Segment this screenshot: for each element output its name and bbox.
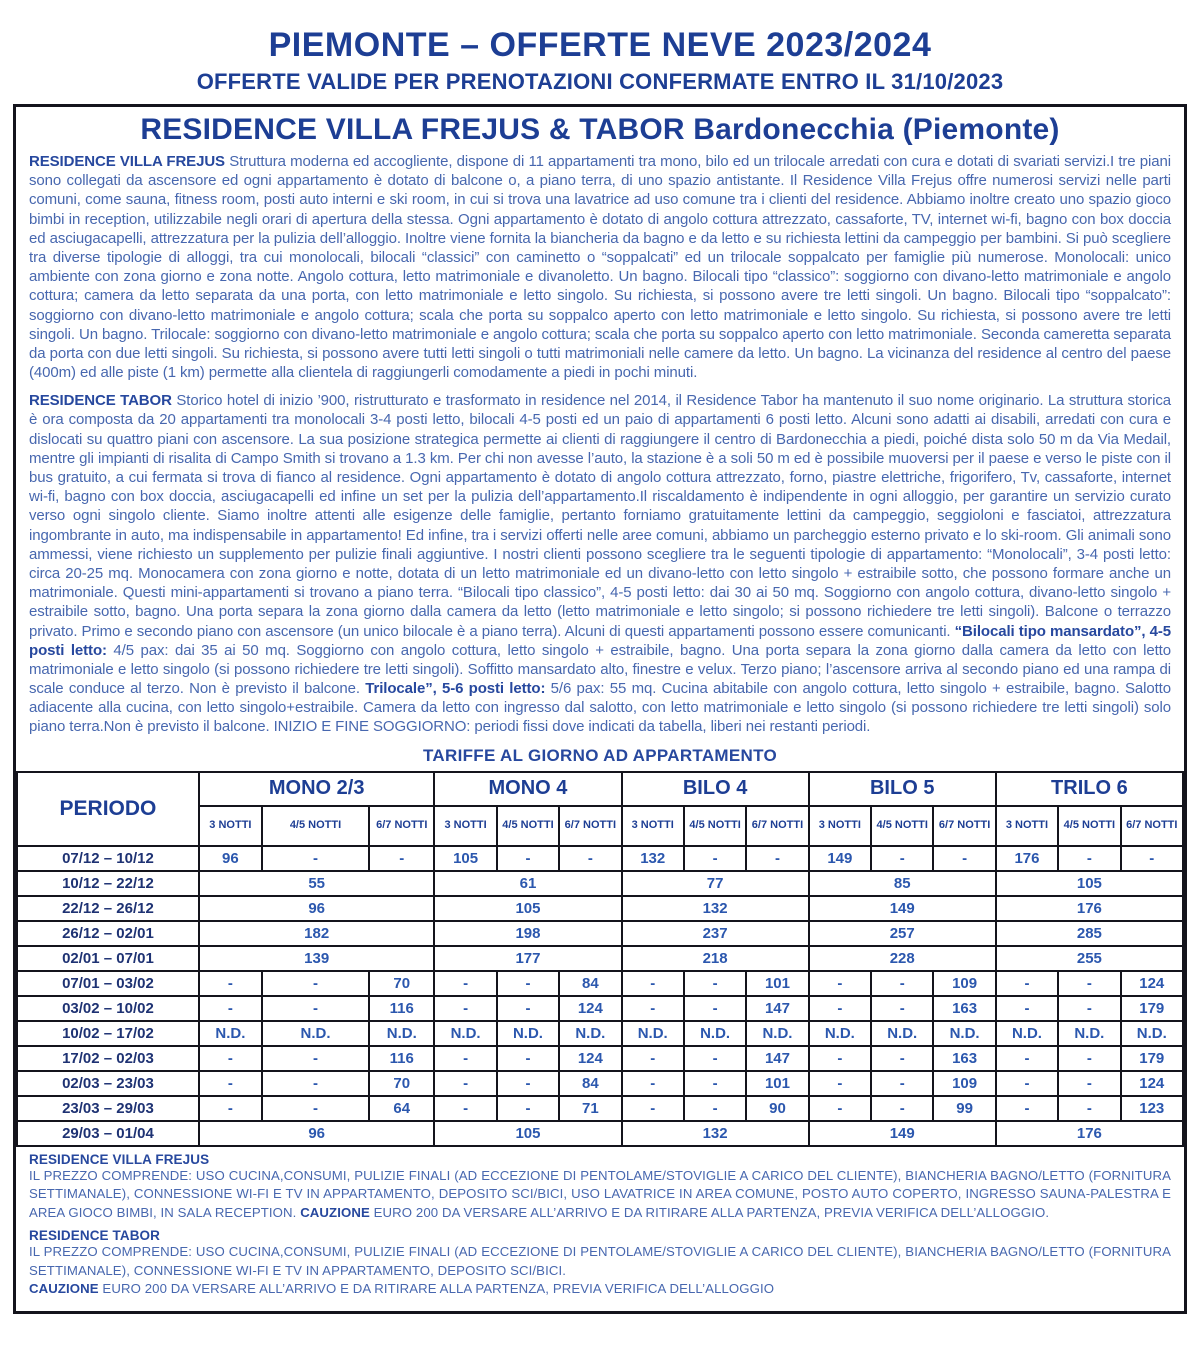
tariff-cell: 55: [199, 871, 435, 896]
tariff-cell: N.D.: [933, 1021, 995, 1046]
tariff-cell: 177: [434, 946, 621, 971]
text: EURO 200 DA VERSARE ALL’ARRIVO E DA RITIRARE ALLA PARTENZA, PREVIA VERIFICA DELL’ALLOGGIO.: [369, 1205, 1050, 1221]
tariff-cell: -: [809, 996, 871, 1021]
tariff-cell: -: [434, 971, 496, 996]
table-row: [17, 921, 1183, 946]
tariff-cell: -: [1058, 1046, 1120, 1071]
tariff-cell: -: [622, 1096, 684, 1121]
text: 4/5 pax: dai 35 ai 50 mq. Soggiorno con angolo cottura, letto singolo + estraibile, bagno. Una porta separa la zona giorno dalla camera da letto con letto matrimoniale e letto singolo (si possono richiedere tre letti singoli). Soffitto mansardato alto, finestre e velux. Terzo piano; l’ascensore arriva al secondo piano ed una rampa di scale conduce al terzo. Non è previsto il balcone.: [29, 641, 1171, 698]
column-subheader-notti: 3 NOTTI: [809, 806, 871, 846]
price-notes-heading: RESIDENCE TABOR: [29, 1227, 161, 1243]
tariff-table: [16, 771, 1184, 1147]
column-subheader-notti: 6/7 NOTTI: [746, 806, 808, 846]
tariff-cell: -: [622, 1046, 684, 1071]
tariff-cell: 198: [434, 921, 621, 946]
tariff-cell: 109: [933, 1071, 995, 1096]
tariff-cell: -: [1058, 1071, 1120, 1096]
tariff-cell: -: [497, 1071, 559, 1096]
column-subheader-notti: 6/7 NOTTI: [559, 806, 621, 846]
document-header: [0, 0, 1200, 95]
bold-text: “Bilocali tipo mansardato”, 4-5 posti letto:: [29, 622, 1171, 659]
tariff-cell: 84: [559, 1071, 621, 1096]
tariff-cell: 147: [746, 1046, 808, 1071]
column-group-header: TRILO 6: [996, 772, 1183, 806]
tariff-cell: -: [262, 846, 369, 871]
tariff-cell: -: [933, 846, 995, 871]
tariff-cell: -: [684, 971, 746, 996]
period-cell: 10/12 – 22/12: [17, 871, 199, 896]
tariff-cell: N.D.: [199, 1021, 262, 1046]
column-subheader-notti: 6/7 NOTTI: [933, 806, 995, 846]
bold-text: RESIDENCE TABOR: [29, 392, 177, 410]
tariff-cell: -: [809, 971, 871, 996]
period-cell: 23/03 – 29/03: [17, 1096, 199, 1121]
bold-text: CAUZIONE: [29, 1281, 99, 1297]
tariff-cell: -: [1058, 971, 1120, 996]
tariff-cell: N.D.: [871, 1021, 933, 1046]
tariff-cell: 124: [1121, 971, 1183, 996]
tariff-cell: -: [871, 971, 933, 996]
period-cell: 22/12 – 26/12: [17, 896, 199, 921]
tariff-cell: -: [809, 1096, 871, 1121]
tariff-cell: 70: [369, 1071, 434, 1096]
tariff-cell: 149: [809, 846, 871, 871]
tariff-cell: -: [262, 971, 369, 996]
tariff-cell: -: [262, 996, 369, 1021]
tariff-cell: 218: [622, 946, 809, 971]
column-subheader-notti: 3 NOTTI: [622, 806, 684, 846]
tariff-cell: -: [871, 1046, 933, 1071]
tariff-cell: 101: [746, 971, 808, 996]
bold-text: RESIDENCE VILLA FREJUS: [29, 153, 230, 170]
tariff-cell: 139: [199, 946, 435, 971]
tariff-cell: -: [1121, 846, 1183, 871]
tariff-cell: -: [684, 846, 746, 871]
tariff-cell: 163: [933, 1046, 995, 1071]
tariff-cell: 179: [1121, 996, 1183, 1021]
column-subheader-notti: 4/5 NOTTI: [497, 806, 559, 846]
tariff-cell: 99: [933, 1096, 995, 1121]
tariff-cell: -: [199, 1096, 262, 1121]
table-row: [17, 846, 1183, 871]
table-row: [17, 996, 1183, 1021]
tariff-cell: N.D.: [559, 1021, 621, 1046]
tariff-cell: 61: [434, 871, 621, 896]
tariff-cell: 96: [199, 1121, 435, 1146]
column-subheader-notti: 4/5 NOTTI: [684, 806, 746, 846]
tariff-cell: 176: [996, 846, 1058, 871]
price-notes-line: [29, 1167, 1171, 1223]
tariff-cell: -: [871, 1071, 933, 1096]
tariff-cell: 257: [809, 921, 996, 946]
tariff-cell: 179: [1121, 1046, 1183, 1071]
tariff-cell: -: [871, 1096, 933, 1121]
column-group-header: BILO 4: [622, 772, 809, 806]
tariff-cell: -: [434, 1096, 496, 1121]
period-cell: 17/02 – 02/03: [17, 1046, 199, 1071]
tariff-cell: -: [809, 1071, 871, 1096]
column-subheader-notti: 3 NOTTI: [434, 806, 496, 846]
tariff-cell: N.D.: [1058, 1021, 1120, 1046]
tariff-cell: -: [996, 971, 1058, 996]
tariff-cell: 64: [369, 1096, 434, 1121]
tariff-cell: -: [871, 846, 933, 871]
tariff-cell: N.D.: [996, 1021, 1058, 1046]
tariff-cell: -: [434, 1071, 496, 1096]
tariff-table-body: [17, 846, 1183, 1146]
period-cell: 07/01 – 03/02: [17, 971, 199, 996]
tariff-cell: -: [1058, 846, 1120, 871]
tariff-cell: 285: [996, 921, 1183, 946]
tariff-cell: N.D.: [684, 1021, 746, 1046]
price-notes-line: [29, 1243, 1171, 1280]
tariff-cell: -: [622, 1071, 684, 1096]
tariff-cell: -: [684, 1046, 746, 1071]
tariff-cell: -: [497, 1096, 559, 1121]
offer-content-box: [13, 104, 1187, 1314]
tariff-cell: -: [1058, 996, 1120, 1021]
text: IL PREZZO COMPRENDE: USO CUCINA,CONSUMI, PULIZIE FINALI (AD ECCEZIONE DI PENTOLAME/STOVIGLIE A CARICO DEL CLIENTE), BIANCHERIA BAGNO/LETTO (FORNITURA SETTIMANALE), CONNESSIONE WI-FI E TV IN APPARTAMENTO, DEPOSITO SCI/BICI.: [29, 1243, 1171, 1278]
tariff-cell: -: [622, 996, 684, 1021]
tariff-cell: N.D.: [497, 1021, 559, 1046]
tariff-cell: -: [684, 1071, 746, 1096]
bold-text: CAUZIONE: [300, 1205, 370, 1221]
tariff-cell: 77: [622, 871, 809, 896]
tariff-cell: -: [262, 1096, 369, 1121]
tariff-cell: 116: [369, 996, 434, 1021]
table-row: [17, 971, 1183, 996]
period-cell: 02/03 – 23/03: [17, 1071, 199, 1096]
tariff-cell: 132: [622, 846, 684, 871]
tariff-cell: 85: [809, 871, 996, 896]
column-group-header: BILO 5: [809, 772, 996, 806]
tariff-table-head: [17, 772, 1183, 846]
tariff-cell: 176: [996, 896, 1183, 921]
tariff-cell: -: [996, 1096, 1058, 1121]
tariff-cell: -: [871, 996, 933, 1021]
column-group-header: MONO 2/3: [199, 772, 435, 806]
tariff-cell: 109: [933, 971, 995, 996]
tariff-cell: 105: [434, 846, 496, 871]
tariff-cell: 70: [369, 971, 434, 996]
tariff-cell: N.D.: [369, 1021, 434, 1046]
tariff-cell: -: [996, 1071, 1058, 1096]
tariff-cell: 149: [809, 896, 996, 921]
bold-text: Trilocale”, 5-6 posti letto:: [365, 680, 551, 698]
column-subheader-notti: 4/5 NOTTI: [871, 806, 933, 846]
text: Storico hotel di inizio ’900, ristrutturato e trasformato in residence nel 2014, il Residence Tabor ha mantenuto il suo nome originario. La struttura storica è ora composta da 20 appartamenti tra monolocali 3-4 posti letto, bilocali 4-5 posti ed un paio di appartamenti 6 posti letto. Alcuni sono adatti ai disabili, arredati con cura e dislocati su quattro piani con ascensore. La sua posizione strategica permette ai clienti di raggiungere il centro di Bardonecchia a piedi, poiché dista solo 50 m da Via Medail, mentre gli impianti di risalita di Campo Smith si trovano a 1.3 km. Per chi non avesse l’auto, la stazione è a soli 50 m ed è possibile muoversi per il paese e verso le piste con il bus gratuito, a cui fermata si trova di fianco al residence. Ogni appartamento è dotato di angolo cottura attrezzato, forno, piastre elettriche, frigorifero, Tv, cassaforte, internet wi-fi, bagno con box doccia, asciugacapelli ed infine un set per la pulizia dell’appartamento.Il riscaldamento è indipendente in ogni alloggio, per garantire un servizio curato verso ogni singolo cliente. Siamo inoltre attenti alle esigenze delle famiglie, pertanto forniamo gratuitamente lettini da campeggio, seggioloni e fasciatoi, attrezzatura ingombrante in auto, ma indispensabile in appartamento! Ed infine, tra i servizi offerti nelle aree comuni, abbiamo un parcheggio esterno privato e lo ski-room. Gli animali sono ammessi, viene richiesto un supplemento per pulizie finali aggiuntive. I nostri clienti possono scegliere tra le seguenti tipologie di appartamento: “Monolocali”, 3-4 posti letto: circa 20-25 mq. Monocamera con zona giorno e notte, dotata di un letto matrimoniale ed un divano-letto con letto singolo + estraibile sotto, che possono formare anche un matrimoniale. Questi mini-appartamenti si trovano a piano terra. “Bilocali tipo classico”, 4-5 posti letto: dai 30 ai 50 mq. Soggiorno con angolo cottura, divano-letto singolo + estraibile sotto, bagno. Una porta separa la zona giorno dalla camera da letto (letto matrimoniale e letto singolo; si possono richiedere tre letti singoli). Balcone o terrazzo privato. Primo e secondo piano con ascensore (un unico bilocale è a piano terra). Alcuni di questi appartamenti possono essere comunicanti.: [29, 392, 1172, 640]
tariff-cell: -: [434, 1046, 496, 1071]
column-subheader-notti: 4/5 NOTTI: [262, 806, 369, 846]
villa-frejus-description: [29, 152, 1171, 382]
tariff-cell: -: [559, 846, 621, 871]
tariff-cell: N.D.: [262, 1021, 369, 1046]
column-subheader-notti: 3 NOTTI: [996, 806, 1058, 846]
tariff-cell: 132: [622, 1121, 809, 1146]
table-row: [17, 1071, 1183, 1096]
tariff-cell: 96: [199, 896, 435, 921]
period-cell: 02/01 – 07/01: [17, 946, 199, 971]
tariff-cell: -: [684, 996, 746, 1021]
period-cell: 03/02 – 10/02: [17, 996, 199, 1021]
tabor-description: [29, 391, 1171, 736]
column-header-periodo: PERIODO: [17, 772, 199, 846]
table-row: [17, 1121, 1183, 1146]
tariff-cell: 105: [434, 1121, 621, 1146]
column-subheader-notti: 4/5 NOTTI: [1058, 806, 1120, 846]
tariff-cell: N.D.: [746, 1021, 808, 1046]
tariff-cell: N.D.: [809, 1021, 871, 1046]
tariff-cell: N.D.: [434, 1021, 496, 1046]
tariff-cell: -: [1058, 1096, 1120, 1121]
tariff-cell: 176: [996, 1121, 1183, 1146]
tariff-cell: 163: [933, 996, 995, 1021]
period-cell: 26/12 – 02/01: [17, 921, 199, 946]
tariff-cell: N.D.: [622, 1021, 684, 1046]
price-notes: [29, 1152, 1171, 1299]
column-subheader-notti: 6/7 NOTTI: [369, 806, 434, 846]
table-row: [17, 946, 1183, 971]
column-subheader-notti: 6/7 NOTTI: [1121, 806, 1183, 846]
table-row: [17, 1096, 1183, 1121]
column-group-header: MONO 4: [434, 772, 621, 806]
tariff-cell: -: [199, 1071, 262, 1096]
price-notes-line: [29, 1280, 1171, 1299]
tariff-cell: 123: [1121, 1096, 1183, 1121]
text: IL PREZZO COMPRENDE: USO CUCINA,CONSUMI, PULIZIE FINALI (AD ECCEZIONE DI PENTOLAME/STOVIGLIE A CARICO DEL CLIENTE), BIANCHERIA BAGNO/LETTO (FORNITURA SETTIMANALE), CONNESSIONE WI-FI E TV IN APPARTAMENTO, DEPOSITO SCI/BICI, USO LAVATRICE IN AREA COMUNE, POSTO AUTO COPERTO, INGRESSO SAUNA-PALESTRA E AREA GIOCO BIMBI, IN SALA RECEPTION.: [29, 1167, 1171, 1221]
tariff-cell: -: [199, 996, 262, 1021]
table-row: [17, 1021, 1183, 1046]
period-cell: 10/02 – 17/02: [17, 1021, 199, 1046]
page-title: PIEMONTE – OFFERTE NEVE 2023/2024: [268, 26, 932, 64]
residence-heading: RESIDENCE VILLA FREJUS & TABOR Bardonecchia (Piemonte): [140, 113, 1060, 146]
tariff-cell: -: [262, 1071, 369, 1096]
tariff-cell: 90: [746, 1096, 808, 1121]
tariff-cell: -: [497, 996, 559, 1021]
tariff-cell: 96: [199, 846, 262, 871]
tariff-cell: -: [497, 971, 559, 996]
table-row: [17, 896, 1183, 921]
period-cell: 07/12 – 10/12: [17, 846, 199, 871]
tariff-cell: -: [684, 1096, 746, 1121]
column-subheader-notti: 3 NOTTI: [199, 806, 262, 846]
tariff-cell: -: [746, 846, 808, 871]
tariff-cell: N.D.: [1121, 1021, 1183, 1046]
tariff-cell: -: [622, 971, 684, 996]
tariff-cell: 147: [746, 996, 808, 1021]
tariff-cell: -: [497, 1046, 559, 1071]
tariff-cell: -: [809, 1046, 871, 1071]
text: Struttura moderna ed accogliente, dispone di 11 appartamenti tra mono, bilo ed un trilocale arredati con cura e dotati di svariati servizi.I tre piani sono collegati da ascensore ed ogni appartamento è dotato di balcone o, a piano terra, di uno spazio antistante. Il Residence Villa Frejus offre numerosi servizi nelle parti comuni, come sauna, fitness room, posti auto interni e ski room, in cui si trova una lavatrice ad uso comune tra i clienti del residence. Abbiamo inoltre creato uno spazio gioco bimbi in reception, utilizzabile negli orari di apertura della stessa. Ogni appartamento è dotato di angolo cottura attrezzato, cassaforte, TV, internet wi-fi, bagno con box doccia ed asciugacapelli, attrezzatura per la pulizia dell’alloggio. Inoltre viene fornita la biancheria da bagno e da letto e su richiesta lettini da campeggio per bambini. Si può scegliere tra diverse tipologie di alloggi, tra cui monolocali, bilocali “classici” con caminetto o “soppalcati” ed un trilocale soppalcato per famiglie più numerose. Monolocali: unico ambiente con zona giorno e zona notte. Angolo cottura, letto matrimoniale e divanoletto. Un bagno. Bilocali tipo “classico”: soggiorno con divano-letto matrimoniale e angolo cottura; camera da letto separata da una porta, con letto matrimoniale e letto singolo. Su richiesta, si possono avere tre letti singoli. Un bagno. Bilocali tipo “soppalcato”: soggiorno con divano-letto matrimoniale e angolo cottura; scala che porta su soppalco aperto con letto matrimoniale e letto singolo. Su richiesta, si possono avere tre letti singoli. Un bagno. Trilocale: soggiorno con divano-letto matrimoniale e angolo cottura; scala che porta su soppalco aperto con letto matrimoniale. Seconda cameretta separata da porta con due letti singoli. Su richiesta, si possono avere tutti letti singoli o tutti matrimoniali nelle camere da letto. Un bagno. La vicinanza del residence al centro del paese (400m) ed alle piste (1 km) permette alla clientela di raggiungerli comodamente a piedi in pochi minuti.: [29, 153, 1171, 382]
text: 5/6 pax: 55 mq. Cucina abitabile con angolo cottura, letto singolo + estraibile, bagno. Salotto adiacente alla cucina, con letto singolo+estraibile. Camera da letto con ingresso dal salotto, con letto matrimoniale e letto singolo (si possono richiedere tre letti singoli) solo piano terra.Non è previsto il balcone. INIZIO E FINE SOGGIORNO: periodi fissi dove indicati da tabella, liberi nei restanti periodi.: [29, 680, 1171, 736]
tariff-cell: 124: [1121, 1071, 1183, 1096]
tariff-cell: 105: [434, 896, 621, 921]
tariff-cell: 255: [996, 946, 1183, 971]
price-notes-heading: RESIDENCE VILLA FREJUS: [29, 1151, 210, 1167]
tariff-cell: 149: [809, 1121, 996, 1146]
tariff-cell: -: [996, 996, 1058, 1021]
table-row: [17, 1046, 1183, 1071]
tariff-cell: -: [434, 996, 496, 1021]
tariff-cell: -: [262, 1046, 369, 1071]
page-subtitle: OFFERTE VALIDE PER PRENOTAZIONI CONFERMATE ENTRO IL 31/10/2023: [196, 69, 1004, 94]
tariff-cell: 237: [622, 921, 809, 946]
tariff-cell: 101: [746, 1071, 808, 1096]
tariff-cell: 71: [559, 1096, 621, 1121]
tariff-cell: 124: [559, 996, 621, 1021]
tariff-cell: 116: [369, 1046, 434, 1071]
tariff-table-title: TARIFFE AL GIORNO AD APPARTAMENTO: [423, 745, 777, 765]
period-cell: 29/03 – 01/04: [17, 1121, 199, 1146]
tariff-cell: -: [369, 846, 434, 871]
table-row: [17, 871, 1183, 896]
tariff-cell: 124: [559, 1046, 621, 1071]
tariff-cell: -: [996, 1046, 1058, 1071]
tariff-cell: 105: [996, 871, 1183, 896]
tariff-cell: -: [199, 1046, 262, 1071]
tariff-cell: 182: [199, 921, 435, 946]
tariff-cell: 228: [809, 946, 996, 971]
text: EURO 200 DA VERSARE ALL’ARRIVO E DA RITIRARE ALLA PARTENZA, PREVIA VERIFICA DELL’ALLOGGIO: [98, 1281, 775, 1297]
tariff-cell: -: [199, 971, 262, 996]
tariff-cell: 84: [559, 971, 621, 996]
tariff-cell: 132: [622, 896, 809, 921]
tariff-cell: -: [497, 846, 559, 871]
